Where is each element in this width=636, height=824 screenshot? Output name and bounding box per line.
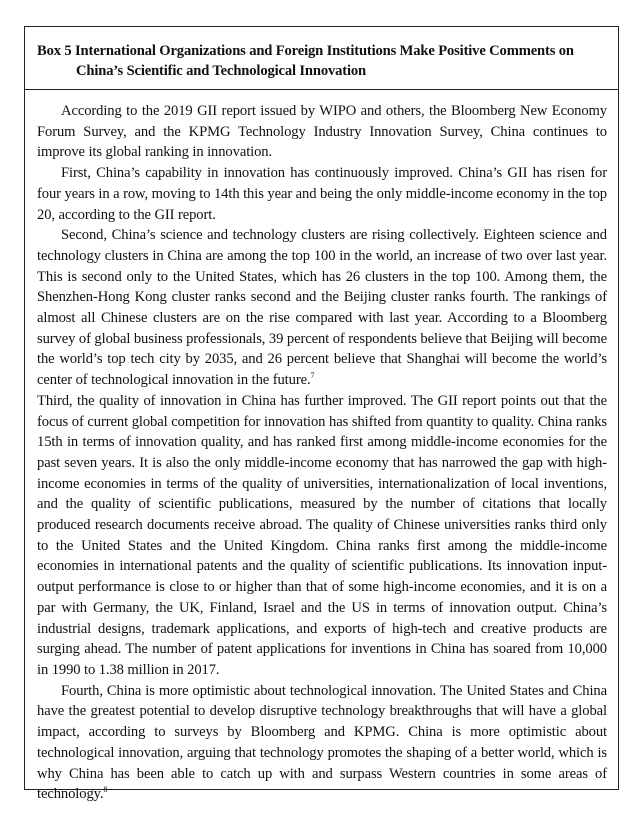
paragraph-text: Fourth, China is more optimistic about technological innovation. The United States and China have the greatest potential to develop disruptive technology breakthroughs that will have a global impact, according to surveys by Bloomberg and KPMG. China is more optimistic about technological innovation, arguing that technology promotes the shaping of a better world, which is why China has been able to catch up with and surpass Western countries in some areas of technology.	[37, 682, 607, 803]
box-title-line-1: Box 5 International Organizations and Foreign Institutions Make Positive Comments on	[37, 43, 574, 59]
paragraph-first	[37, 163, 607, 225]
paragraph-fourth	[37, 681, 607, 805]
paragraph-intro	[37, 101, 607, 163]
paragraph-text: Third, the quality of innovation in China has further improved. The GII report points out that the focus of current global competition for innovation has shifted from quantity to quality. China ranks 15th in terms of innovation quality, and has ranked first among middle-income economies for the past seven years. It is also the only middle-income economy that has narrowed the gap with high-income economies in terms of the quality of universities, internationalization of local inventions, and the quality of scientific publications, measured by the number of citations that locally produced research documents receive abroad. The quality of Chinese universities ranks third only to the United States and the United Kingdom. China ranks first among the middle-income economies in international patents and the quality of scientific publications. Its innovation input-output performance is close to or higher than that of some high-income economies, and it is on a par with Germany, the UK, Finland, Israel and the US in terms of innovation output. China’s industrial designs, trademark applications, and exports of high-tech and creative products are surging ahead. The number of patent applications for inventions in China has soared from 10,000 in 1990 to 1.38 million in 2017.	[37, 392, 607, 678]
paragraph-third	[37, 391, 607, 681]
paragraph-text: Second, China’s science and technology clusters are rising collectively. Eighteen science and technology clusters in China are among the top 100 in the world, an increase of two over last year. This is second only to the United States, which has 26 clusters in the top 100. Among them, the Shenzhen-Hong Kong cluster ranks second and the Beijing cluster ranks fourth. The rankings of almost all Chinese clusters are on the rise compared with last year. According to a Bloomberg survey of global business professionals, 39 percent of respondents believe that Beijing will become the world’s top tech city by 2035, and 26 percent believe that Shanghai will become the world’s center of technological innovation in the future.	[37, 227, 607, 389]
paragraph-second	[37, 225, 607, 391]
paragraph-text: According to the 2019 GII report issued by WIPO and others, the Bloomberg New Economy Forum Survey, and the KPMG Technology Industry Innovation Survey, China continues to improve its global ranking in innovation.	[37, 103, 607, 161]
text-box	[24, 26, 619, 803]
footnote-marker[interactable]: 8	[103, 785, 108, 795]
footnote-marker[interactable]: 7	[310, 371, 315, 381]
box-title-line-2: China’s Scientific and Technological Innovation	[76, 63, 367, 79]
box-title	[25, 27, 618, 90]
paragraph-text: First, China’s capability in innovation has continuously improved. China’s GII has risen for four years in a row, moving to 14th this year and being the only middle-income economy in the top 20, according to the GII report.	[37, 165, 607, 223]
box-body	[25, 90, 618, 805]
